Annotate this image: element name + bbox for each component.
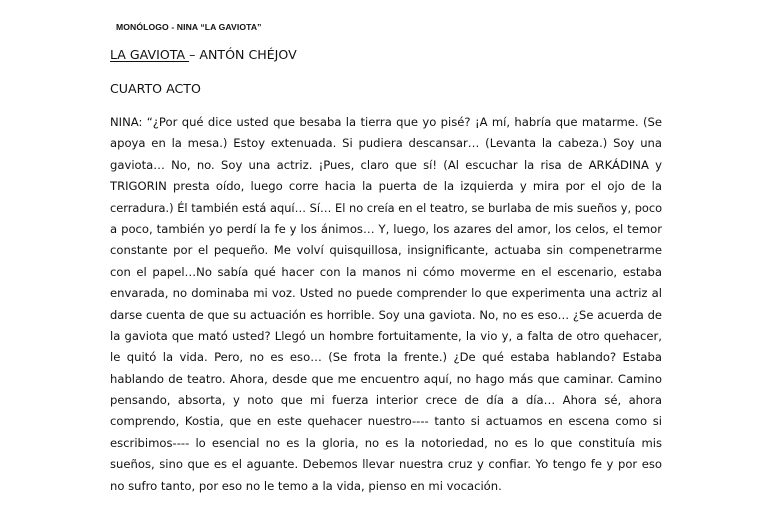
text-line: la gaviota que mató usted? Llegó un hombre fortuitamente, la vio y, a falta de otro quehacer, bbox=[110, 328, 662, 343]
text-line-last: no sufro tanto, por eso no le temo a la vida, pienso en mi vocación. bbox=[110, 478, 502, 493]
text-line: TRIGORIN presta oído, luego corre hacia la puerta de la izquierda y mira por el ojo de la bbox=[110, 179, 662, 194]
text-line: darse cuenta de que su actuación es horrible. Soy una gaviota. No, no es eso… ¿Se acuerda de bbox=[110, 307, 662, 322]
title-work: LA GAVIOTA bbox=[110, 47, 190, 62]
act-heading: CUARTO ACTO bbox=[110, 81, 201, 96]
text-line: constante por el pequeño. Me volví quisquillosa, insignificante, actuaba sin compenetrarme bbox=[110, 243, 662, 258]
document-title bbox=[110, 47, 297, 62]
text-line: hablando de teatro. Ahora, desde que me encuentro aquí, no hago más que caminar. Camino bbox=[110, 371, 662, 386]
text-line: le quitó la vida. Pero, no es eso… (Se frota la frente.) ¿De qué estaba hablando? Estaba bbox=[110, 350, 662, 365]
text-line: pensando, absorta, y noto que mi fuerza interior crece de día a día… Ahora sé, ahora bbox=[110, 393, 662, 408]
document-header: MONÓLOGO - NINA “LA GAVIOTA” bbox=[116, 22, 262, 32]
monologue-text bbox=[110, 112, 662, 497]
text-line: NINA: “¿Por qué dice usted que besaba la tierra que yo pisé? ¡A mí, habría que matarme. (Se bbox=[110, 115, 662, 129]
text-line: comprendo, Kostia, que en este quehacer nuestro---- tanto si actuamos en escena como si bbox=[110, 414, 662, 429]
text-line: con el papel…No sabía qué hacer con la manos ni cómo moverme en el escenario, estaba bbox=[110, 264, 662, 279]
text-line: apoya en la mesa.) Estoy extenuada. Si pudiera descansar… (Levanta la cabeza.) Soy una bbox=[110, 136, 662, 151]
text-line: sueños, sino que es el aguante. Debemos llevar nuestra cruz y confiar. Yo tengo fe y por eso bbox=[110, 457, 662, 472]
text-line: gaviota… No, no. Soy una actriz. ¡Pues, claro que sí! (Al escuchar la risa de ARKÁDINA y bbox=[110, 157, 662, 172]
text-line: escribimos---- lo esencial no es la gloria, no es la notoriedad, no es lo que constituía mis bbox=[110, 435, 662, 450]
text-line: envarada, no dominaba mi voz. Usted no puede comprender lo que experimenta una actriz al bbox=[110, 286, 662, 301]
title-author: – ANTÓN CHÉJOV bbox=[189, 47, 297, 62]
text-line: a poco, también yo perdí la fe y los ánimos… Y, luego, los azares del amor, los celos, el temor bbox=[110, 221, 662, 236]
text-line: cerradura.) Él también está aquí… Sí… El no creía en el teatro, se burlaba de mis sueños y, poco bbox=[110, 200, 662, 215]
